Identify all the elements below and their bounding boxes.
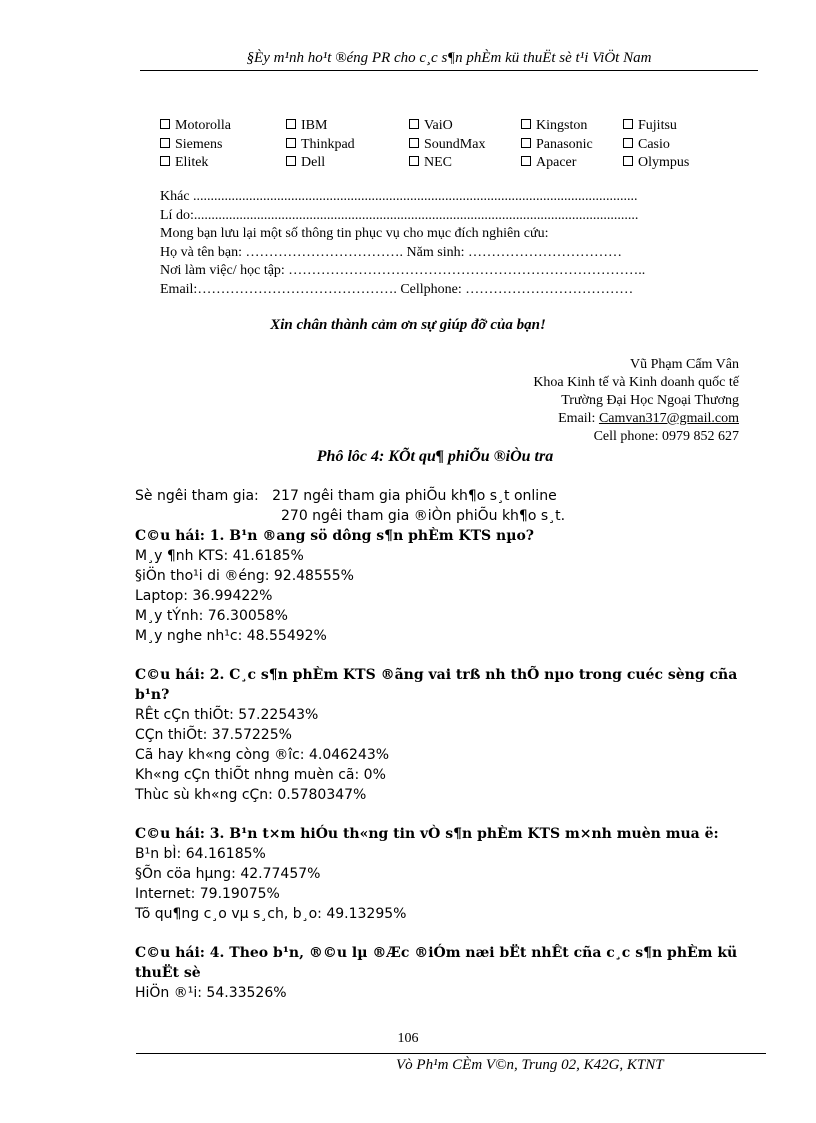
checkbox-icon[interactable] [286, 156, 296, 166]
answer-item: Internet: 79.19075% [135, 886, 280, 902]
answer-item: Thùc sù kh«ng cÇn: 0.5780347% [135, 787, 367, 803]
checkbox-icon[interactable] [160, 119, 170, 129]
checkbox-icon[interactable] [160, 156, 170, 166]
thanks-note: Xin chân thành cảm ơn sự giúp đỡ của bạn! [270, 317, 546, 333]
participants-label: Sè ngêi tham gia: [135, 488, 259, 504]
answer-item: RÊt cÇn thiÕt: 57.22543% [135, 707, 319, 723]
answer-item: §Õn cöa hµng: 42.77457% [135, 866, 321, 882]
brand-row [160, 136, 720, 155]
answer-item: Tõ qu¶ng c¸o vµ s¸ch, b¸o: 49.13295% [135, 906, 407, 922]
brand-option[interactable]: Elitek [160, 154, 208, 172]
author-phone: Cell phone: 0979 852 627 [593, 429, 739, 444]
checkbox-icon[interactable] [409, 138, 419, 148]
checkbox-icon[interactable] [286, 119, 296, 129]
brand-checklist [160, 117, 720, 173]
brand-option[interactable]: Motorolla [160, 117, 231, 135]
info-request-text: Mong bạn lưu lại một số thông tin phục vụ cho mục đích nghiên cứu: [160, 226, 549, 241]
checkbox-icon[interactable] [521, 138, 531, 148]
name-year-field[interactable]: Họ và tên bạn: ……………………………. Năm sinh: …………………………… [160, 244, 622, 260]
brand-option[interactable]: Olympus [623, 154, 689, 172]
checkbox-icon[interactable] [160, 138, 170, 148]
participants-line [135, 486, 745, 506]
respondent-form [160, 188, 645, 299]
answer-item: HiÖn ®¹i: 54.33526% [135, 985, 287, 1001]
brand-option[interactable]: Casio [623, 136, 670, 154]
answer-item: M¸y tÝnh: 76.30058% [135, 608, 288, 624]
question-title: C©u hái: 4. Theo b¹n, ®©u lµ ®Æc ®iÓm næi bËt nhÊt cña c¸c s¶n phÈm kü thuËt sè [135, 945, 738, 981]
participants-paper: 270 ngêi tham gia ®iÒn phiÕu kh¶o s¸t. [281, 508, 566, 524]
checkbox-icon[interactable] [623, 119, 633, 129]
brand-option[interactable]: Thinkpad [286, 136, 355, 154]
author-name: Vũ Phạm Cẩm Vân [629, 357, 739, 372]
brand-option[interactable]: Panasonic [521, 136, 593, 154]
checkbox-icon[interactable] [623, 156, 633, 166]
brand-option[interactable]: Dell [286, 154, 325, 172]
reason-field[interactable]: Lí do:............................................................................................................................... [160, 207, 639, 223]
page-number: 106 [397, 1031, 419, 1046]
answer-item: M¸y nghe nh¹c: 48.55492% [135, 628, 327, 644]
brand-option[interactable]: Apacer [521, 154, 576, 172]
answer-item: Cã hay kh«ng còng ®îc: 4.046243% [135, 747, 390, 763]
author-school: Trường Đại Học Ngoại Thương [561, 393, 739, 408]
brand-option[interactable]: Kingston [521, 117, 587, 135]
checkbox-icon[interactable] [623, 138, 633, 148]
appendix-title: Phô lôc 4: KÕt qu¶ phiÕu ®iÒu tra [316, 448, 554, 465]
checkbox-icon[interactable] [521, 119, 531, 129]
brand-row [160, 154, 720, 173]
brand-option[interactable]: Siemens [160, 136, 222, 154]
author-faculty: Khoa Kinh tế và Kinh doanh quốc tế [533, 375, 739, 390]
signature-block [430, 356, 739, 446]
brand-option[interactable]: SoundMax [409, 136, 485, 154]
workplace-field[interactable]: Nơi làm việc/ học tập: ………………………………………………………………….. [160, 263, 646, 278]
question-title: C©u hái: 2. C¸c s¶n phÈm KTS ®ãng vai trß nh thÕ nµo trong cuéc sèng cña b¹n? [135, 667, 738, 703]
email-phone-field[interactable]: Email:……………………………………. Cellphone: ……………………………… [160, 281, 634, 297]
checkbox-icon[interactable] [286, 138, 296, 148]
checkbox-icon[interactable] [521, 156, 531, 166]
participants-online: 217 ngêi tham gia phiÕu kh¶o s¸t online [272, 488, 557, 504]
question-title: C©u hái: 1. B¹n ®ang sö dông s¶n phÈm KTS nµo? [135, 528, 534, 544]
footer-rule [136, 1053, 766, 1054]
brand-option[interactable]: VaiO [409, 117, 453, 135]
answer-item: §iÖn tho¹i di ®éng: 92.48555% [135, 568, 354, 584]
page-footer: Vò Ph¹m CÈm V©n, Trung 02, K42G, KTNT [396, 1057, 664, 1073]
author-email-line [430, 410, 739, 428]
brand-option[interactable]: NEC [409, 154, 452, 172]
answer-item: CÇn thiÕt: 37.57225% [135, 727, 292, 743]
answer-item: Kh«ng cÇn thiÕt nhng muèn cã: 0% [135, 767, 386, 783]
question-title: C©u hái: 3. B¹n t×m hiÓu th«ng tin vÒ s¶n phÈm KTS m×nh muèn mua ë: [135, 826, 719, 842]
checkbox-icon[interactable] [409, 119, 419, 129]
brand-option[interactable]: Fujitsu [623, 117, 677, 135]
brand-row [160, 117, 720, 136]
other-brand-field[interactable]: Khác ............................................................................................................................... [160, 189, 638, 204]
email-link[interactable]: Camvan317@gmail.com [598, 411, 739, 426]
page-header: §Èy m¹nh ho¹t ®éng PR cho c¸c s¶n phÈm kü thuËt sè t¹i ViÖt Nam [246, 50, 652, 66]
answer-item: M¸y ¶nh KTS: 41.6185% [135, 548, 304, 564]
answer-item: Laptop: 36.99422% [135, 588, 273, 604]
survey-results [135, 486, 745, 1003]
header-rule [140, 70, 758, 71]
brand-option[interactable]: IBM [286, 117, 327, 135]
email-label: Email: [558, 411, 599, 426]
checkbox-icon[interactable] [409, 156, 419, 166]
answer-item: B¹n bÌ: 64.16185% [135, 846, 266, 862]
